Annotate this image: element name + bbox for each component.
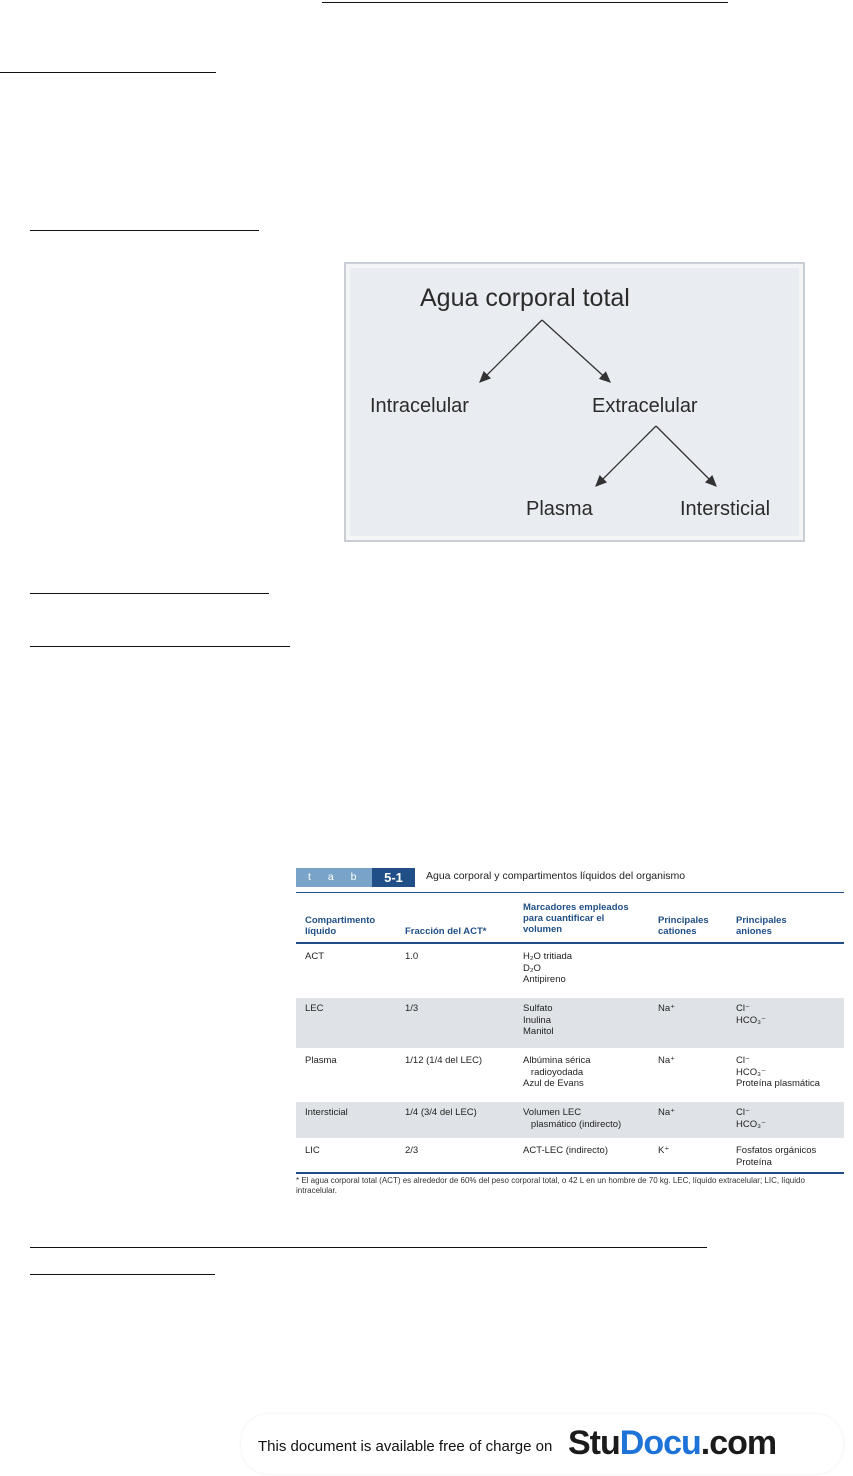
table-cell: Intersticial <box>305 1107 348 1118</box>
heading-rule <box>30 1274 215 1275</box>
table-cell: Na⁺ <box>658 1107 676 1118</box>
table-cell: LIC <box>305 1145 320 1156</box>
heading-rule <box>30 646 290 647</box>
heading-rule <box>322 2 728 3</box>
table-cell: 1/4 (3/4 del LEC) <box>405 1107 477 1118</box>
table-cell: Na⁺ <box>658 1003 676 1014</box>
table-row <box>296 998 844 1048</box>
table-cell-line: Volumen LEC <box>523 1107 582 1118</box>
heading-rule <box>0 72 216 73</box>
banner-text: This document is available free of charge on <box>258 1438 553 1455</box>
table-cell-line: Albúmina sérica <box>523 1055 591 1066</box>
table-cell: K⁺ <box>658 1145 670 1156</box>
table-cell <box>523 1055 591 1090</box>
table-cell <box>523 1107 621 1130</box>
table-cell-line: plasmático (indirecto) <box>523 1118 622 1130</box>
studocu-logo <box>568 1424 776 1463</box>
table-cell-line: ACT-LEC (indirecto) <box>523 1145 608 1156</box>
table-cell-line: Antipireno <box>523 974 566 985</box>
table-number: 5-1 <box>372 868 415 887</box>
table-cell: 1/12 (1/4 del LEC) <box>405 1055 483 1066</box>
col-header-compartment: Compartimento líquido <box>305 915 376 937</box>
table-row <box>296 946 844 996</box>
diagram-interstitial-label: Intersticial <box>680 498 771 520</box>
table-cell <box>523 951 572 986</box>
table-cell-line: Azul de Evans <box>523 1078 584 1089</box>
table-cell-line: Cl⁻ <box>736 1055 750 1066</box>
table-top-rule <box>296 892 844 893</box>
table-cell-line: Cl⁻ <box>736 1003 750 1014</box>
table-row <box>296 1050 844 1100</box>
table-cell: 1/3 <box>405 1003 419 1014</box>
table-header-bar <box>296 868 844 902</box>
table-row <box>296 1102 844 1138</box>
table-cell: 2/3 <box>405 1145 419 1156</box>
table-cell <box>736 1003 766 1026</box>
table-cell-line: Sulfato <box>523 1003 553 1014</box>
table-row <box>296 1140 844 1172</box>
table-header-rule <box>296 942 844 944</box>
body-water-diagram <box>344 262 805 542</box>
studocu-banner[interactable] <box>241 1414 843 1474</box>
table-cell <box>736 1107 766 1130</box>
logo-part-com: .com <box>700 1424 777 1462</box>
arrow-to-intracellular <box>480 320 542 382</box>
table-cell-line: H₂O tritiada <box>523 951 573 962</box>
table-cell: Na⁺ <box>658 1055 676 1066</box>
col-header-markers: Marcadores empleados para cuantificar el volumen <box>523 902 629 935</box>
arrow-to-extracellular <box>542 320 610 382</box>
table-cell-line: Proteína <box>736 1156 772 1168</box>
table-cell-line: Cl⁻ <box>736 1107 750 1118</box>
heading-rule <box>30 230 259 231</box>
table-5-1 <box>296 868 844 1195</box>
table-footnote: * El agua corporal total (ACT) es alrededor de 60% del peso corporal total, o 42 L en un hombre de 70 kg. LEC, líquido extracelular; LIC, líquido intracelular. <box>296 1176 805 1195</box>
table-bottom-rule <box>296 1172 844 1174</box>
arrow-to-plasma <box>596 426 656 486</box>
table-cell: 1.0 <box>405 951 419 962</box>
table-cell-line: Manitol <box>523 1026 554 1037</box>
arrow-to-interstitial <box>656 426 716 486</box>
table-cell-line: Proteína plasmática <box>736 1078 820 1089</box>
table-cell-line: Inulina <box>523 1014 551 1026</box>
diagram-intracellular-label: Intracelular <box>370 395 469 417</box>
table-cell-line: Fosfatos orgánicos <box>736 1145 817 1156</box>
table-cell-line: HCO₃⁻ <box>736 1014 766 1026</box>
table-cell <box>523 1145 608 1157</box>
table-tag: t a b l a <box>296 868 372 887</box>
table-cell-line: HCO₃⁻ <box>736 1118 766 1130</box>
col-header-anions: Principales aniones <box>736 915 787 937</box>
col-header-cations: Principales cationes <box>658 915 709 937</box>
logo-part-docu: Docu <box>619 1424 701 1462</box>
logo-part-stu: Stu <box>568 1424 620 1462</box>
diagram-plasma-label: Plasma <box>526 498 593 520</box>
table-cell-line: HCO₃⁻ <box>736 1066 766 1078</box>
col-header-fraction: Fracción del ACT* <box>405 926 487 937</box>
heading-rule <box>30 593 269 594</box>
diagram-extracellular-label: Extracelular <box>592 395 698 417</box>
diagram-root-label: Agua corporal total <box>420 284 630 312</box>
table-title: Agua corporal y compartimentos líquidos del organismo <box>426 870 686 882</box>
heading-rule <box>30 1247 707 1248</box>
table-cell <box>523 1003 554 1038</box>
table-cell: Plasma <box>305 1055 337 1066</box>
table-cell-line: radioyodada <box>523 1066 584 1078</box>
table-cell-line: D₂O <box>523 962 541 974</box>
table-cell: LEC <box>305 1003 324 1014</box>
table-cell <box>736 1145 816 1168</box>
table-cell <box>736 1055 820 1090</box>
table-cell: ACT <box>305 951 324 962</box>
